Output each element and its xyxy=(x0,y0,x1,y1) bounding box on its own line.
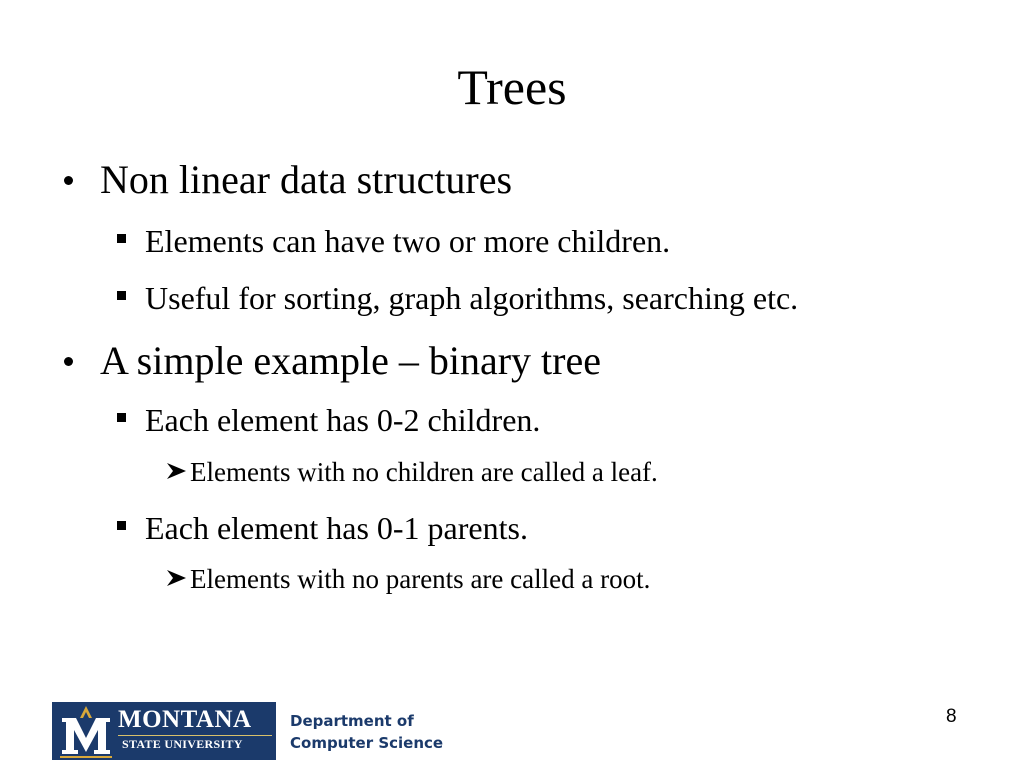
bullet-level3-text: Elements with no children are called a leaf. xyxy=(190,457,658,487)
logo-wordmark: MONTANA xyxy=(118,706,252,733)
arrowhead-bullet-icon xyxy=(166,568,188,588)
slide-title: Trees xyxy=(457,59,567,115)
arrowhead-bullet-icon xyxy=(166,461,188,481)
page-number: 8 xyxy=(946,706,957,727)
logo-subtitle: STATE UNIVERSITY xyxy=(122,737,243,751)
bullet-level2-text: Elements can have two or more children. xyxy=(145,223,671,259)
bullet-square-icon xyxy=(117,234,126,243)
bullet-square-icon xyxy=(117,521,126,530)
bullet-square-icon xyxy=(117,291,126,300)
bullet-level2-text: Each element has 0-1 parents. xyxy=(145,510,528,546)
bullet-level2-text: Useful for sorting, graph algorithms, searching etc. xyxy=(145,280,799,316)
footer xyxy=(52,702,443,760)
department-line-2: Computer Science xyxy=(290,734,444,752)
department-name xyxy=(290,702,443,760)
bullet-level3-text: Elements with no parents are called a root. xyxy=(190,564,651,594)
bullet-level2-text: Each element has 0-2 children. xyxy=(145,402,541,438)
bullet-dot-icon xyxy=(64,357,73,366)
montana-m-mountain-icon xyxy=(56,702,116,760)
bullet-dot-icon xyxy=(64,176,73,185)
montana-state-logo xyxy=(52,702,276,760)
department-line-1: Department of xyxy=(290,712,414,730)
logo-divider xyxy=(118,735,272,736)
bullet-square-icon xyxy=(117,413,126,422)
bullet-level1-text: Non linear data structures xyxy=(100,157,513,202)
bullet-level1-text: A simple example – binary tree xyxy=(100,338,601,383)
